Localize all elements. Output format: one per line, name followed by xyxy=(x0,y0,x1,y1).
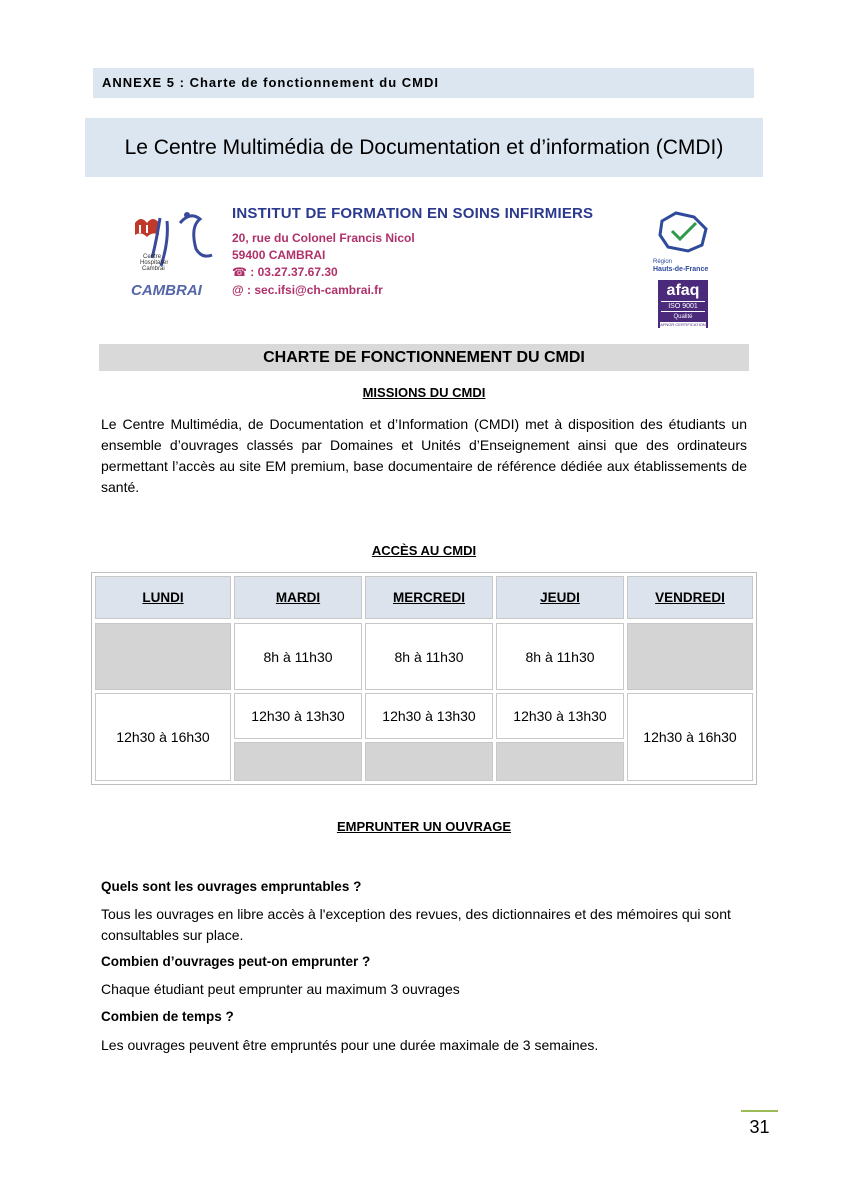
region-label-2: Hauts-de-France xyxy=(653,266,709,273)
logo-text: CAMBRAI xyxy=(131,282,202,299)
missions-text: Le Centre Multimédia, de Documentation et d’Information (CMDI) met à disposition des étudiants un ensemble d’ouvrages classés par Domaines et Unités d’Enseignement ainsi que des ordinateurs permettant l’accès au site EM premium, base documentaire de référence dédiée aux établissements de santé. xyxy=(101,416,747,495)
afternoon-jeudi: 12h30 à 13h30 xyxy=(496,693,624,739)
answer-1: Tous les ouvrages en libre accès à l'exception des revues, des dictionnaires et des mémoires qui sont consultables sur place. xyxy=(101,906,731,943)
question-1: Quels sont les ouvrages empruntables ? xyxy=(101,879,362,894)
answer-2: Chaque étudiant peut emprunter au maximum 3 ouvrages xyxy=(101,981,460,997)
day-header-lundi: LUNDI xyxy=(95,576,231,619)
afaq-qualite: Qualité xyxy=(673,314,693,320)
page-title: Le Centre Multimédia de Documentation et d’information (CMDI) xyxy=(85,118,763,177)
page-number: 31 xyxy=(749,1117,770,1137)
schedule-table xyxy=(91,572,757,785)
day-header-jeudi: JEUDI xyxy=(496,576,624,619)
region-logo xyxy=(650,205,720,275)
day-header-mercredi: MERCREDI xyxy=(365,576,493,619)
institute-phone: ☎ : 03.27.37.67.30 xyxy=(232,265,338,279)
closed-slot-mardi xyxy=(234,742,362,781)
day-header-mardi: MARDI xyxy=(234,576,362,619)
charte-title: CHARTE DE FONCTIONNEMENT DU CMDI xyxy=(99,344,749,371)
morning-vendredi xyxy=(627,623,753,690)
day-header-vendredi: VENDREDI xyxy=(627,576,753,619)
institute-email: @ : sec.ifsi@ch-cambrai.fr xyxy=(232,283,383,297)
afternoon-lundi: 12h30 à 16h30 xyxy=(95,693,231,781)
logo-subtext-2: Hospitalier xyxy=(140,260,169,266)
morning-mardi: 8h à 11h30 xyxy=(234,623,362,690)
afaq-iso: ISO 9001 xyxy=(661,301,705,312)
institute-name: INSTITUT DE FORMATION EN SOINS INFIRMIERS xyxy=(232,205,594,222)
closed-slot-jeudi xyxy=(496,742,624,781)
missions-title: MISSIONS DU CMDI xyxy=(362,385,486,400)
logo-subtext-1: Centre xyxy=(143,254,162,260)
afternoon-vendredi: 12h30 à 16h30 xyxy=(627,693,753,781)
institute-city: 59400 CAMBRAI xyxy=(232,248,326,262)
morning-mercredi: 8h à 11h30 xyxy=(365,623,493,690)
annex-header: ANNEXE 5 : Charte de fonctionnement du CMDI xyxy=(93,68,754,98)
afaq-label: afaq xyxy=(666,282,700,299)
answer-3: Les ouvrages peuvent être empruntés pour une durée maximale de 3 semaines. xyxy=(101,1037,599,1053)
region-label-1: Région xyxy=(653,259,673,265)
question-2: Combien d’ouvrages peut-on emprunter ? xyxy=(101,954,371,969)
afaq-afnor: AFNOR CERTIFICATION xyxy=(660,322,706,327)
acces-title: ACCÈS AU CMDI xyxy=(371,543,477,558)
closed-slot-mercredi xyxy=(365,742,493,781)
afaq-logo xyxy=(658,280,708,328)
ifsi-logo xyxy=(125,203,225,303)
morning-lundi xyxy=(95,623,231,690)
afternoon-mardi: 12h30 à 13h30 xyxy=(234,693,362,739)
morning-jeudi: 8h à 11h30 xyxy=(496,623,624,690)
emprunter-title: EMPRUNTER UN OUVRAGE xyxy=(336,819,512,834)
logo-subtext-3: Cambrai xyxy=(142,266,165,272)
institute-address: 20, rue du Colonel Francis Nicol xyxy=(232,231,415,245)
afternoon-mercredi: 12h30 à 13h30 xyxy=(365,693,493,739)
page-number-rule xyxy=(741,1110,778,1112)
question-3: Combien de temps ? xyxy=(101,1009,234,1024)
